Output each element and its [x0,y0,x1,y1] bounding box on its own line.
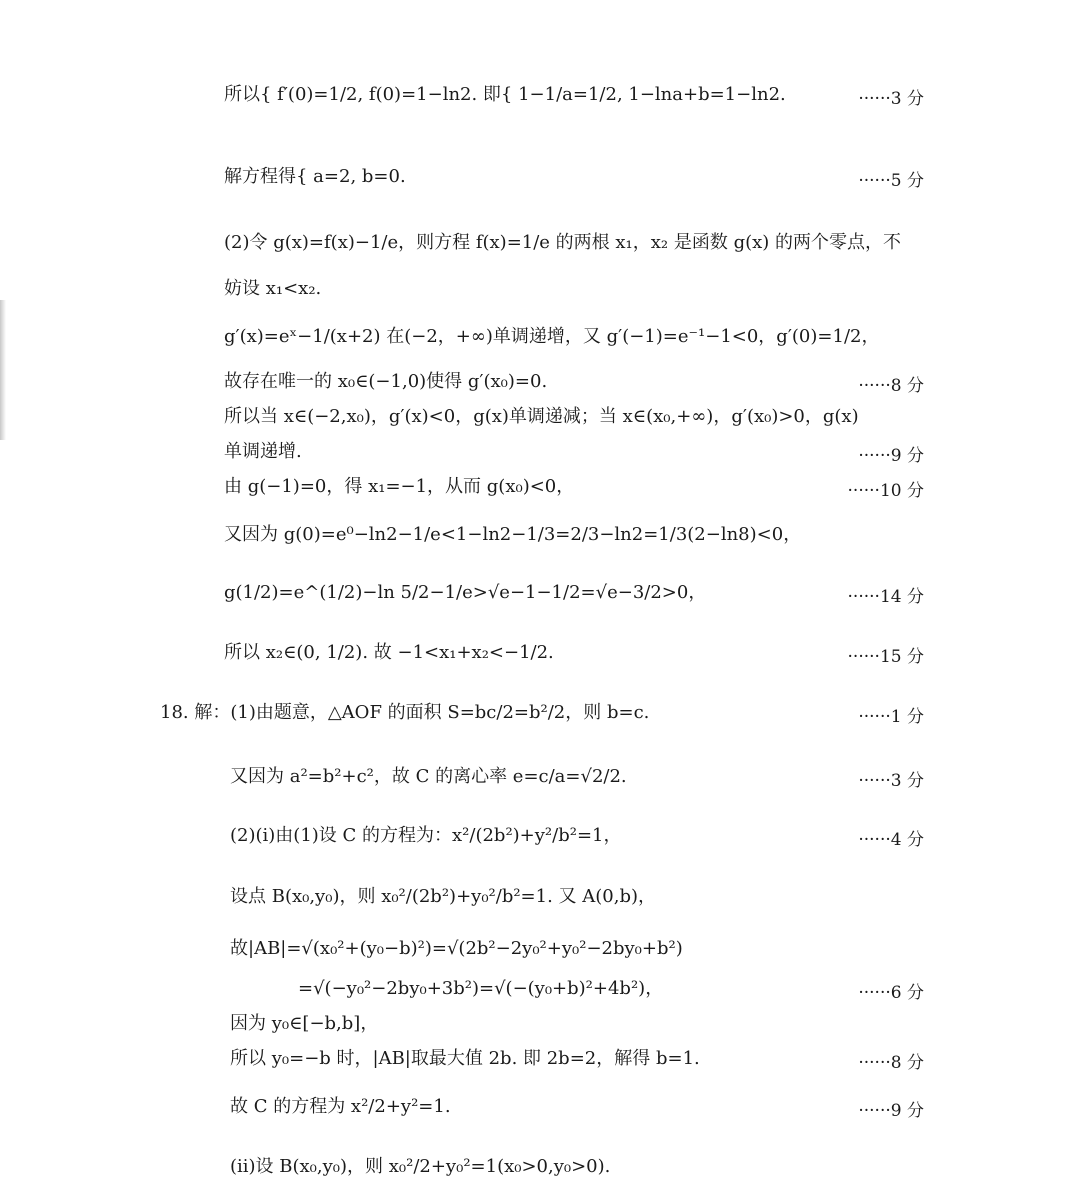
score-20: ······8 分 [858,1053,924,1073]
line-14: 又因为 a²=b²+c²，故 C 的离心率 e=c/a=√2/2. [230,766,627,787]
score-21: ······9 分 [858,1101,924,1121]
line-17: 故|AB|=√(x₀²+(y₀−b)²)=√(2b²−2y₀²+y₀²−2by₀+b²) [230,938,683,959]
score-9: ······10 分 [847,481,924,501]
line-2: 解方程得{ a=2, b=0. [224,166,406,187]
line-11: g(1/2)=e^(1/2)−ln 5/2−1/e>√e−1−1/2=√e−3/2>0， [224,582,707,603]
score-12: ······15 分 [847,647,924,667]
line-20: 所以 y₀=−b 时，|AB|取最大值 2b. 即 2b=2，解得 b=1. [230,1048,700,1069]
line-21: 故 C 的方程为 x²/2+y²=1. [230,1096,451,1117]
line-1: 所以{ f′(0)=1/2, f(0)=1−ln2. 即{ 1−1/a=1/2, 1−lna+b=1−ln2. [224,84,786,105]
line-7: 所以当 x∈(−2,x₀)，g′(x)<0，g(x)单调递减；当 x∈(x₀,+∞)，g′(x₀)>0，g(x) [224,406,859,427]
line-18: =√(−y₀²−2by₀+3b²)=√(−(y₀+b)²+4b²)， [298,978,664,999]
score-8: ······9 分 [858,446,924,466]
score-6: ······8 分 [858,376,924,396]
line-16: 设点 B(x₀,y₀)，则 x₀²/(2b²)+y₀²/b²=1. 又 A(0,b)， [230,886,656,907]
line-5: g′(x)=eˣ−1/(x+2) 在(−2，+∞)单调递增，又 g′(−1)=e⁻¹−1<0，g′(0)=1/2， [224,326,880,347]
line-4: 妨设 x₁<x₂. [224,278,322,299]
line-12: 所以 x₂∈(0, 1/2). 故 −1<x₁+x₂<−1/2. [224,642,554,663]
line-3: (2)令 g(x)=f(x)−1/e，则方程 f(x)=1/e 的两根 x₁，x₂ 是函数 g(x) 的两个零点，不 [224,232,902,253]
line-6: 故存在唯一的 x₀∈(−1,0)使得 g′(x₀)=0. [224,371,548,392]
line-8: 单调递增. [224,441,302,462]
page-edge-shadow [0,300,6,440]
score-13: ······1 分 [858,707,924,727]
score-1: ······3 分 [858,89,924,109]
line-22: (ii)设 B(x₀,y₀)，则 x₀²/2+y₀²=1(x₀>0,y₀>0). [230,1156,611,1177]
line-9: 由 g(−1)=0，得 x₁=−1，从而 g(x₀)<0， [224,476,575,497]
score-14: ······3 分 [858,771,924,791]
line-15: (2)(i)由(1)设 C 的方程为：x²/(2b²)+y²/b²=1， [230,825,622,846]
line-13: 18. 解：(1)由题意，△AOF 的面积 S=bc/2=b²/2，则 b=c. [160,702,650,723]
score-11: ······14 分 [847,587,924,607]
score-2: ······5 分 [858,171,924,191]
line-10: 又因为 g(0)=e⁰−ln2−1/e<1−ln2−1/3=2/3−ln2=1/3(2−ln8)<0， [224,524,802,545]
score-18: ······6 分 [858,983,924,1003]
line-19: 因为 y₀∈[−b,b]， [230,1013,379,1034]
score-15: ······4 分 [858,830,924,850]
